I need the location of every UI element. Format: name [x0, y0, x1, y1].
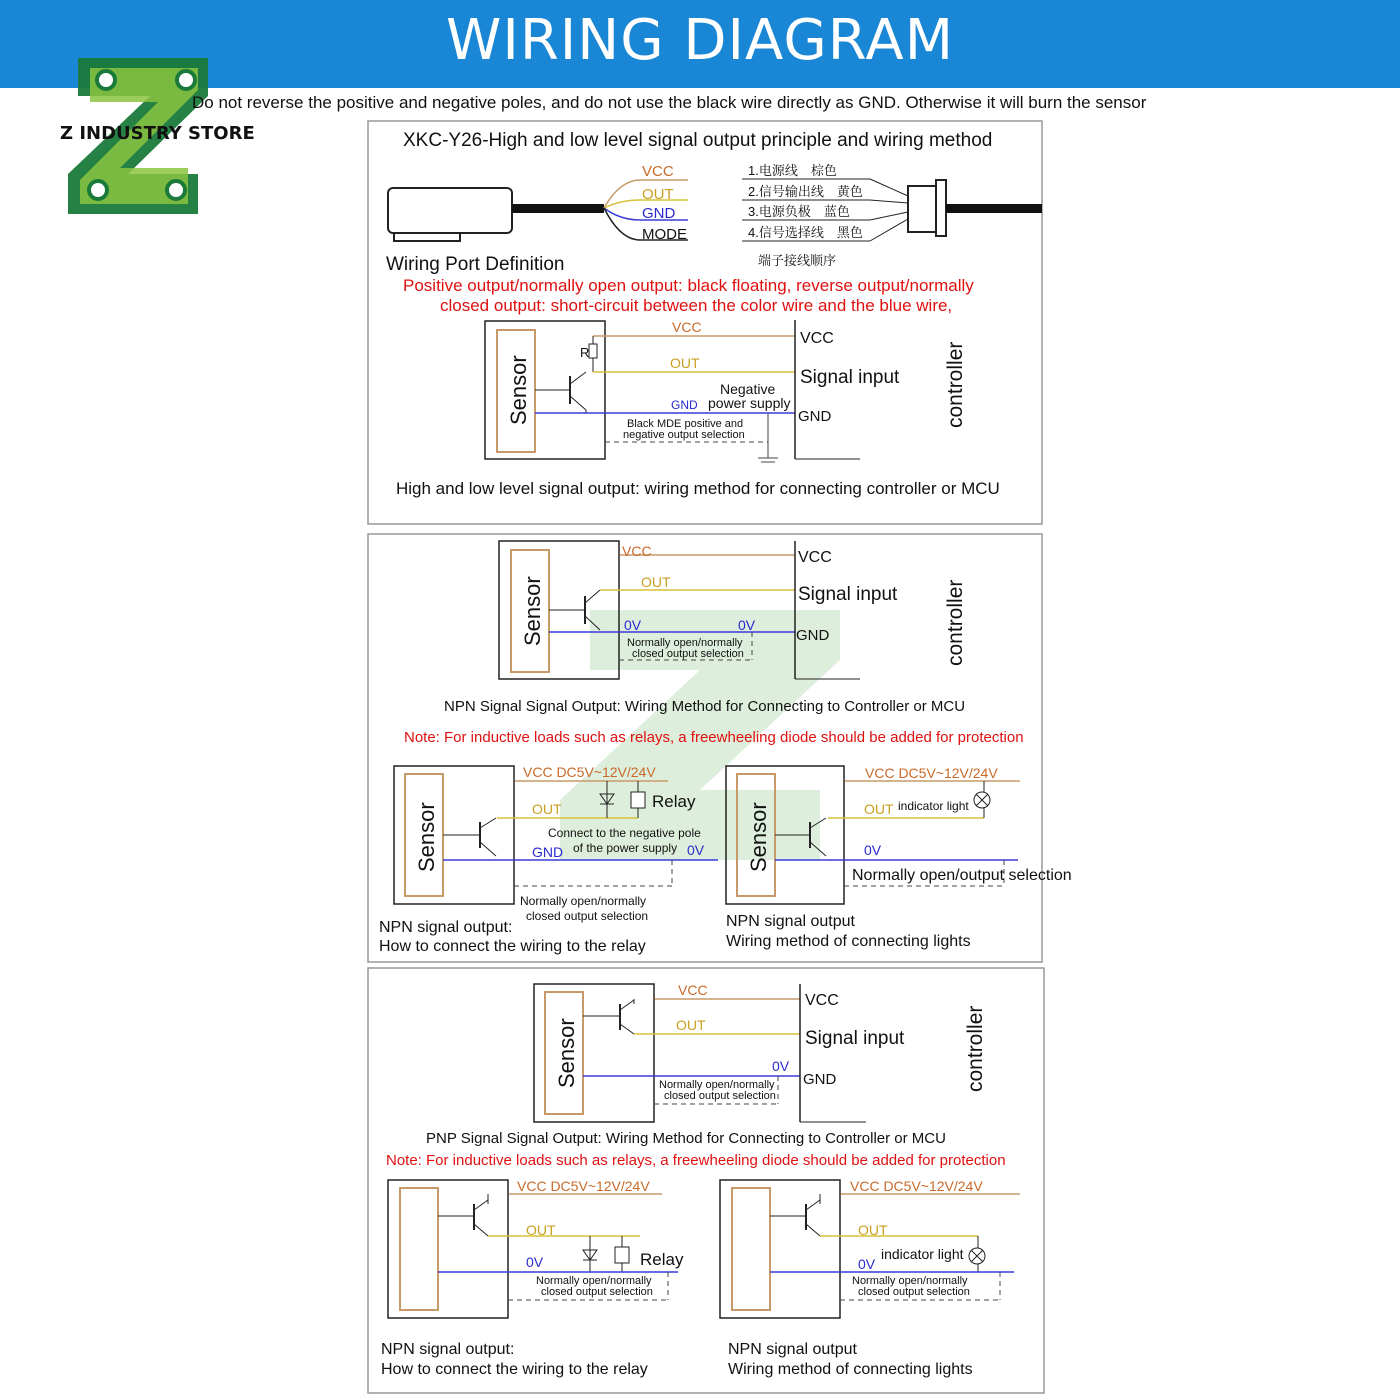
- pnp-relay-sel-1: Normally open/normally: [536, 1275, 652, 1287]
- neg-supply-label-2: power supply: [708, 395, 791, 411]
- pnp-light-sel-1: Normally open/normally: [852, 1275, 968, 1287]
- pnp-light-vcc-label: VCC DC5V~12V/24V: [850, 1178, 983, 1194]
- pnp-relay-out-label: OUT: [526, 1222, 556, 1238]
- sensor-label: Sensor: [746, 802, 771, 872]
- connector-pin-3: 3.电源负极 蓝色: [748, 204, 850, 219]
- controller-signal-label: Signal input: [798, 584, 898, 605]
- resistor-label: R: [580, 345, 590, 360]
- wire-fan: [604, 180, 640, 240]
- controller-gnd-label: GND: [796, 627, 830, 644]
- selection-note-2: closed output selection: [632, 648, 744, 660]
- pnp-relay-0v-label: 0V: [526, 1254, 544, 1270]
- pnp-light-caption-2: Wiring method of connecting lights: [728, 1361, 973, 1378]
- panel-3-caption: PNP Signal Signal Output: Wiring Method for Connecting to Controller or MCU: [426, 1130, 946, 1147]
- circuit-vcc-label: VCC: [678, 982, 708, 998]
- circuit-gnd-label: GND: [671, 398, 698, 412]
- port-definition-heading: Wiring Port Definition: [386, 254, 565, 275]
- sensor-label: Sensor: [520, 576, 545, 646]
- pnp-light-circuit: [720, 1178, 1020, 1378]
- controller-label: controller: [964, 1005, 987, 1092]
- relay-selection-note-1: Normally open/normally: [520, 894, 647, 908]
- mode-note-2: negative output selection: [623, 429, 745, 441]
- connector-pin-4: 4.信号选择线 黑色: [748, 225, 863, 240]
- light-out-label: OUT: [864, 801, 894, 817]
- circuit-0v-label-2: 0V: [738, 617, 756, 633]
- relay-caption-2: How to connect the wiring to the relay: [379, 938, 646, 955]
- connector-pin-1: 1.电源线 棕色: [748, 163, 837, 178]
- circuit-out-label: OUT: [641, 574, 671, 590]
- relay-selection-note-2: closed output selection: [526, 909, 649, 923]
- controller-gnd-label: GND: [803, 1071, 837, 1088]
- circuit-out-label: OUT: [676, 1017, 706, 1033]
- circuit-out-label: OUT: [670, 355, 700, 371]
- light-caption-1: NPN signal output: [726, 913, 855, 930]
- panel-3-circuit: [534, 982, 987, 1122]
- wire-label-vcc: VCC: [642, 163, 674, 180]
- selection-note-1: Normally open/normally: [659, 1079, 775, 1091]
- sensor-label: Sensor: [554, 1018, 579, 1088]
- pnp-relay-caption-1: NPN signal output:: [381, 1341, 515, 1358]
- pnp-relay-circuit: [381, 1178, 684, 1378]
- controller-gnd-label: GND: [798, 408, 832, 425]
- controller-vcc-label: VCC: [798, 549, 832, 566]
- pnp-indicator-light-label: indicator light: [881, 1246, 964, 1262]
- red-note-line-1: Positive output/normally open output: black floating, reverse output/normally: [403, 276, 974, 295]
- pnp-relay-sel-2: closed output selection: [541, 1286, 653, 1298]
- pnp-relay-vcc-label: VCC DC5V~12V/24V: [517, 1178, 650, 1194]
- relay-vcc-label: VCC DC5V~12V/24V: [523, 764, 656, 780]
- controller-label: controller: [944, 579, 967, 666]
- red-note-line-2: closed output: short-circuit between the color wire and the blue wire,: [440, 296, 953, 315]
- indicator-light-label: indicator light: [898, 799, 969, 813]
- selection-note-1: Normally open/normally: [627, 637, 743, 649]
- light-selection-note: Normally open/output selection: [852, 867, 1072, 884]
- panel-3-note: Note: For inductive loads such as relays, a freewheeling diode should be added for protection: [386, 1152, 1006, 1169]
- pnp-light-caption-1: NPN signal output: [728, 1341, 857, 1358]
- pnp-light-0v-label: 0V: [858, 1256, 876, 1272]
- light-0v-label: 0V: [864, 842, 882, 858]
- controller-signal-label: Signal input: [800, 367, 900, 388]
- connector-pin-2: 2.信号输出线 黄色: [748, 184, 863, 199]
- panel-1-circuit: [485, 319, 967, 462]
- light-caption-2: Wiring method of connecting lights: [726, 933, 971, 950]
- light-vcc-label: VCC DC5V~12V/24V: [865, 765, 998, 781]
- wire-label-out: OUT: [642, 186, 674, 203]
- connector-caption: 端子接线顺序: [758, 253, 837, 268]
- sensor-device-icon: [388, 188, 604, 241]
- wire-label-gnd: GND: [642, 205, 676, 222]
- controller-signal-label: Signal input: [805, 1028, 905, 1049]
- relay-out-label: OUT: [532, 801, 562, 817]
- circuit-0v-label: 0V: [772, 1058, 790, 1074]
- pnp-light-out-label: OUT: [858, 1222, 888, 1238]
- panel-1-caption: High and low level signal output: wiring method for connecting controller or MCU: [396, 479, 1000, 498]
- warning-text: Do not reverse the positive and negative poles, and do not use the black wire directly as GND. Otherwise it will burn the sensor: [192, 93, 1147, 112]
- panel-2-note: Note: For inductive loads such as relays, a freewheeling diode should be added for protection: [404, 729, 1024, 746]
- controller-vcc-label: VCC: [805, 992, 839, 1009]
- controller-label: controller: [944, 341, 967, 428]
- relay-caption-1: NPN signal output:: [379, 919, 513, 936]
- panel-2-caption: NPN Signal Signal Output: Wiring Method for Connecting to Controller or MCU: [444, 698, 966, 715]
- circuit-vcc-label: VCC: [672, 319, 702, 335]
- page-title: WIRING DIAGRAM: [445, 8, 955, 73]
- selection-note-2: closed output selection: [664, 1090, 776, 1102]
- sensor-label: Sensor: [506, 355, 531, 425]
- mode-note-1: Black MDE positive and: [627, 418, 744, 430]
- relay-0v-label: 0V: [687, 842, 705, 858]
- wire-label-mode: MODE: [642, 226, 687, 243]
- neg-supply-label-1: Negative: [720, 381, 776, 397]
- pnp-light-sel-2: closed output selection: [858, 1286, 970, 1298]
- relay-circuit: [379, 764, 718, 955]
- circuit-vcc-label: VCC: [622, 543, 652, 559]
- relay-label: Relay: [652, 792, 696, 811]
- relay-gnd-label: GND: [532, 844, 564, 860]
- pnp-relay-caption-2: How to connect the wiring to the relay: [381, 1361, 648, 1378]
- relay-neg-note-1: Connect to the negative pole: [548, 826, 701, 840]
- relay-neg-note-2: of the power supply: [573, 841, 678, 855]
- pnp-relay-label: Relay: [640, 1250, 684, 1269]
- controller-vcc-label: VCC: [800, 330, 834, 347]
- circuit-0v-label-1: 0V: [624, 617, 642, 633]
- sensor-label: Sensor: [414, 802, 439, 872]
- connector-list: [742, 163, 1042, 268]
- brand-name: Z INDUSTRY STORE: [60, 123, 255, 144]
- panel-1-title: XKC-Y26-High and low level signal output principle and wiring method: [403, 130, 993, 151]
